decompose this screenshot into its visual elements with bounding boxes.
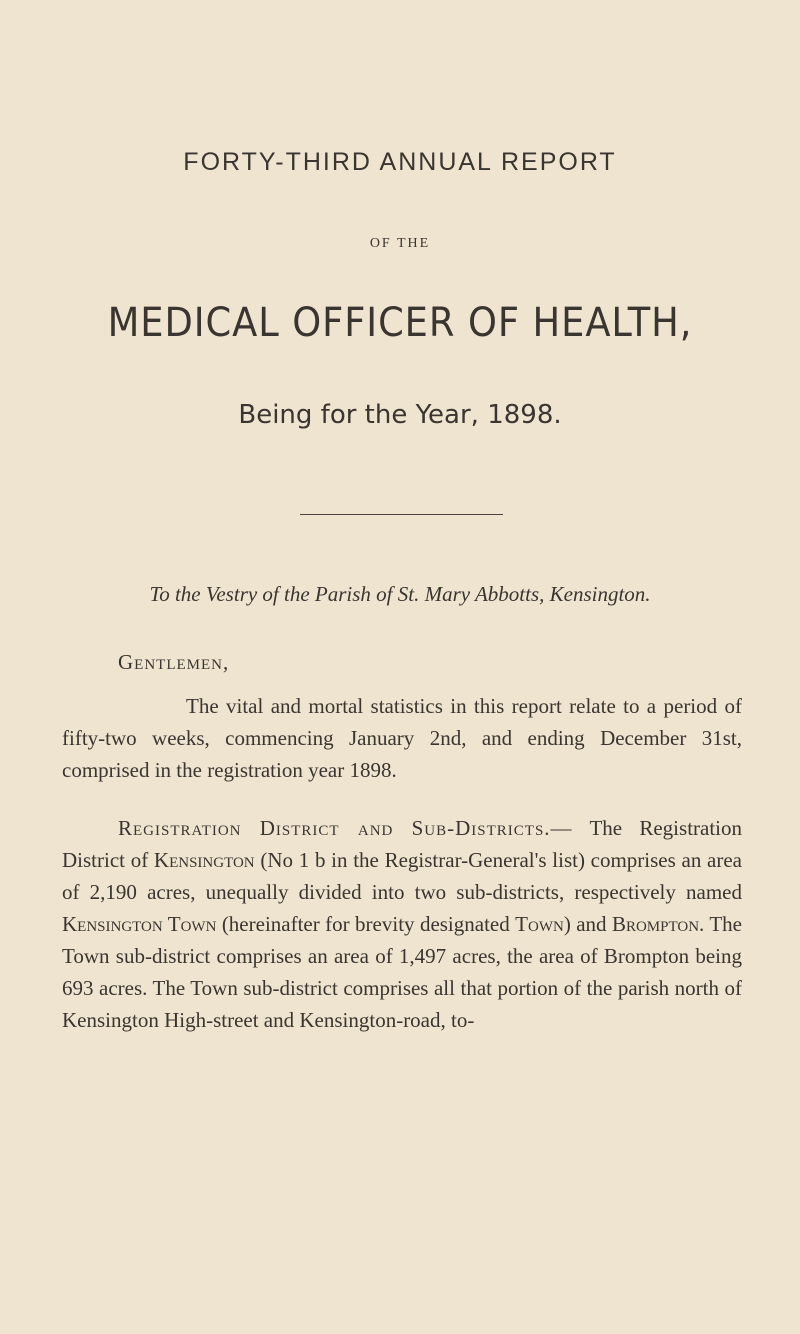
paragraph-registration-district [62,812,742,1036]
paragraph-text: (No 1 b in the Registrar-General's list) comprises an area of 2,190 acres, unequally divided into two sub-districts, respectively named [62,848,743,904]
section-heading: Registration District and Sub-Districts.— [118,816,573,840]
place-name: Kensington [153,848,255,872]
report-officer-title: MEDICAL OFFICER OF HEALTH, [107,300,693,346]
paragraph-text: (hereinafter for brevity designated [216,912,516,936]
report-year-line: Being for the Year, 1898. [238,400,562,430]
paragraph-statistics: The vital and mortal statistics in this report relate to a period of fifty-two weeks, commencing January 2nd, and ending December 31st, comprised in the registration year 1898. [62,694,742,782]
paragraph-text: . The Town sub-district comprises an area of 1,497 acres, the area of Brompton being 693 acres. The Town sub-district comprises all that portion of the parish north of Kensington High-street and Kensington-road, to- [62,912,742,1032]
dedication-line: To the Vestry of the Parish of St. Mary Abbotts, Kensington. [149,582,651,606]
divider-rule [300,514,503,515]
report-title: FORTY-THIRD ANNUAL REPORT [183,148,617,176]
report-of-the: OF THE [369,236,431,251]
paragraph-text: ) and [563,912,612,936]
place-name: Town [515,912,564,936]
paragraph-text: The Registration District of [62,816,743,872]
salutation: Gentlemen, [118,650,230,674]
place-name: Kensington Town [62,912,217,936]
place-name: Brompton [611,912,700,936]
